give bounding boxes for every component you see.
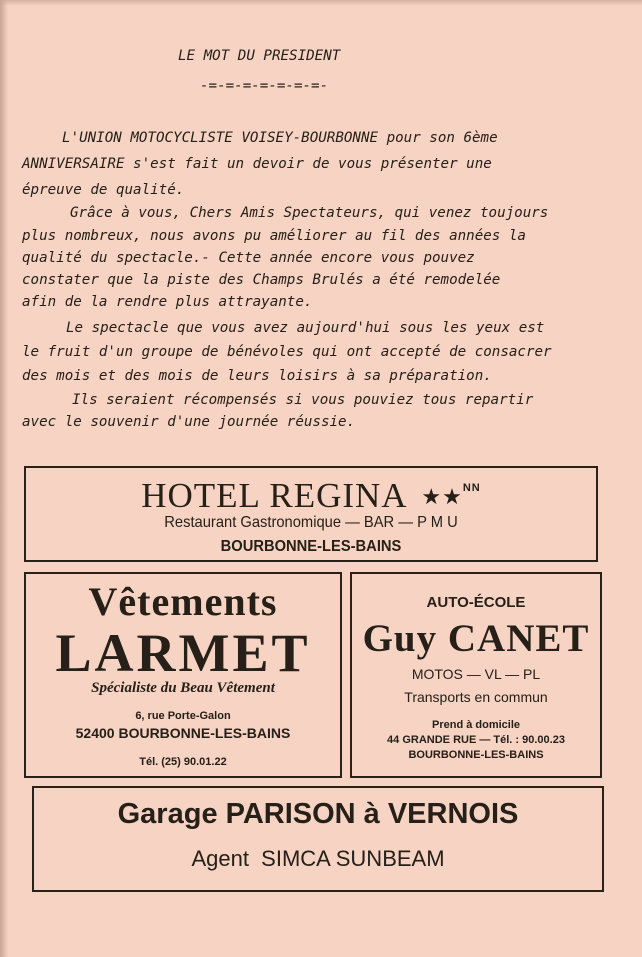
hotel-stars: ★★ — [421, 484, 463, 509]
larmet-phone: Tél. (25) 90.01.22 — [139, 756, 227, 768]
letter-line: épreuve de qualité. — [22, 182, 185, 198]
larmet-line2: LARMET — [55, 623, 311, 683]
letter-line: ANNIVERSAIRE s'est fait un devoir de vous présenter une — [22, 156, 492, 172]
letter-line: des mois et des mois de leurs loisirs à sa préparation. — [22, 368, 492, 384]
autoecole-town: BOURBONNE-LES-BAINS — [408, 749, 544, 761]
larmet-tagline: Spécialiste du Beau Vêtement — [91, 680, 275, 696]
larmet-street: 6, rue Porte-Galon — [135, 710, 231, 722]
hotel-name: HOTEL REGINA — [141, 476, 406, 515]
larmet-line1: Vêtements — [88, 579, 278, 624]
ad-vetements-larmet — [24, 572, 342, 778]
larmet-city: 52400 BOURBONNE-LES-BAINS — [75, 725, 291, 741]
letter-line: le fruit d'un groupe de bénévoles qui ont accepté de consacrer — [22, 344, 552, 360]
hotel-town: BOURBONNE-LES-BAINS — [220, 538, 402, 555]
autoecole-heading: AUTO-ÉCOLE — [426, 594, 526, 611]
letter-line: Le spectacle que vous avez aujourd'hui sous les yeux est — [66, 320, 545, 336]
garage-name: Garage PARISON à VERNOIS — [117, 798, 519, 830]
letter-line: Ils seraient récompensés si vous pouviez tous repartir — [72, 392, 534, 408]
hotel-rating: NN — [462, 482, 481, 494]
letter-line: qualité du spectacle.- Cette année encore vous pouvez — [22, 250, 475, 266]
letter-line: plus nombreux, nous avons pu améliorer au fil des années la — [22, 228, 526, 244]
letter-line: afin de la rendre plus attrayante. — [22, 294, 313, 310]
ad-hotel-regina — [24, 466, 598, 562]
letter-line: avec le souvenir d'une journée réussie. — [22, 414, 356, 430]
autoecole-address: 44 GRANDE RUE — Tél. : 90.00.23 — [387, 734, 565, 746]
title-underline: -=-=-=-=-=-=-=- — [200, 78, 329, 94]
autoecole-transport: Transports en commun — [404, 689, 548, 705]
autoecole-pickup: Prend à domicile — [431, 719, 521, 731]
letter-title: LE MOT DU PRESIDENT — [178, 48, 341, 64]
letter-line: Grâce à vous, Chers Amis Spectateurs, qui venez toujours — [70, 205, 549, 221]
page-edge-shadow — [0, 0, 642, 6]
ad-garage-parison — [32, 786, 604, 892]
letter-line: constater que la piste des Champs Brulés a été remodelée — [22, 272, 501, 288]
garage-agent: Agent SIMCA SUNBEAM — [191, 846, 445, 871]
autoecole-categories: MOTOS — VL — PL — [411, 666, 541, 682]
ad-auto-ecole-canet — [350, 572, 602, 778]
page-binding-shadow — [0, 0, 8, 957]
autoecole-name: Guy CANET — [362, 617, 590, 660]
hotel-services: Restaurant Gastronomique — BAR — P M U — [164, 514, 458, 531]
hotel-name-row — [26, 476, 596, 516]
letter-line: L'UNION MOTOCYCLISTE VOISEY-BOURBONNE pour son 6ème — [62, 130, 498, 146]
